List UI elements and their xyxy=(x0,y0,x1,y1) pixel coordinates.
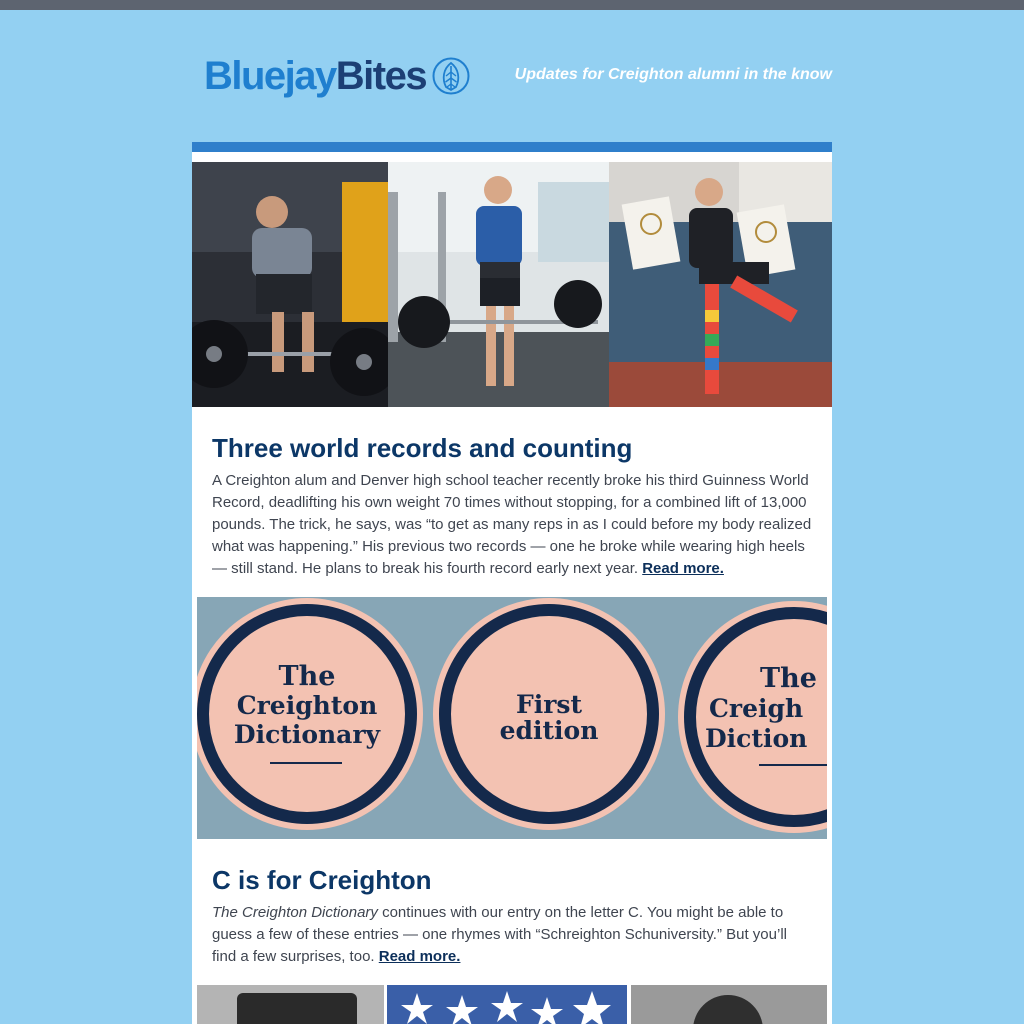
bluejaybites-logo[interactable] xyxy=(204,54,470,98)
circle2-line2: edition xyxy=(499,716,599,745)
holding-certificates-photo xyxy=(609,162,832,407)
next-story-photo[interactable] xyxy=(197,985,827,1024)
story-body-italic: The Creighton Dictionary xyxy=(212,904,378,921)
card-accent-bar xyxy=(192,142,832,152)
world-records-photo[interactable] xyxy=(192,162,832,407)
story-world-records xyxy=(212,432,812,580)
dictionary-circle-1 xyxy=(197,598,423,830)
top-bar xyxy=(0,0,1024,10)
deadlift-gym-photo xyxy=(192,162,388,407)
email-header xyxy=(192,40,832,120)
vintage-photo-left xyxy=(197,985,384,1024)
circle1-line2: Creighton xyxy=(236,691,378,720)
circle1-line1: The xyxy=(278,661,336,692)
story-body xyxy=(212,902,812,968)
dictionary-circles-graphic xyxy=(197,597,827,839)
story-body-text: continues with our entry on the letter C. You might be able to guess a few of these entries — one rhymes with “Schreighton Schuniversity.” But you’ll find a few surprises, too. xyxy=(212,904,787,965)
logo-part1: Bluejay xyxy=(204,54,336,98)
leaf-badge-icon xyxy=(432,57,470,95)
circle3-line2: Creigh xyxy=(709,694,804,723)
story-title: C is for Creighton xyxy=(212,865,432,895)
stars-photo xyxy=(387,985,627,1024)
circle1-line3: Dictionary xyxy=(233,720,381,749)
circle3-line3: Diction xyxy=(705,724,808,753)
tagline: Updates for Creighton alumni in the know xyxy=(514,66,832,83)
newsletter-card xyxy=(192,142,832,1024)
portrait-photo xyxy=(631,985,827,1024)
logo-wordmark xyxy=(204,54,426,98)
creighton-dictionary-image[interactable] xyxy=(197,597,827,839)
story-body xyxy=(212,470,812,580)
dictionary-circle-2 xyxy=(433,598,665,830)
read-more-link[interactable]: Read more. xyxy=(642,560,724,577)
standing-with-barbell-photo xyxy=(388,162,609,407)
story-title: Three world records and counting xyxy=(212,433,633,463)
read-more-link[interactable]: Read more. xyxy=(378,948,461,965)
circle3-line1: The xyxy=(760,663,817,694)
story-c-is-for-creighton xyxy=(212,864,812,968)
circle2-line1: First xyxy=(515,690,583,719)
logo-part2: Bites xyxy=(335,54,427,98)
story-body-text: A Creighton alum and Denver high school teacher recently broke his third Guinness World Record, deadlifting his own weight 70 times without stopping, for a combined lift of 13,000 pounds. The trick, he says, was “to get as many reps in as I could before my body realized what was happening.” His previous two records — one he broke while wearing high heels — still stand. He plans to break his fourth record early next year. xyxy=(212,472,812,577)
